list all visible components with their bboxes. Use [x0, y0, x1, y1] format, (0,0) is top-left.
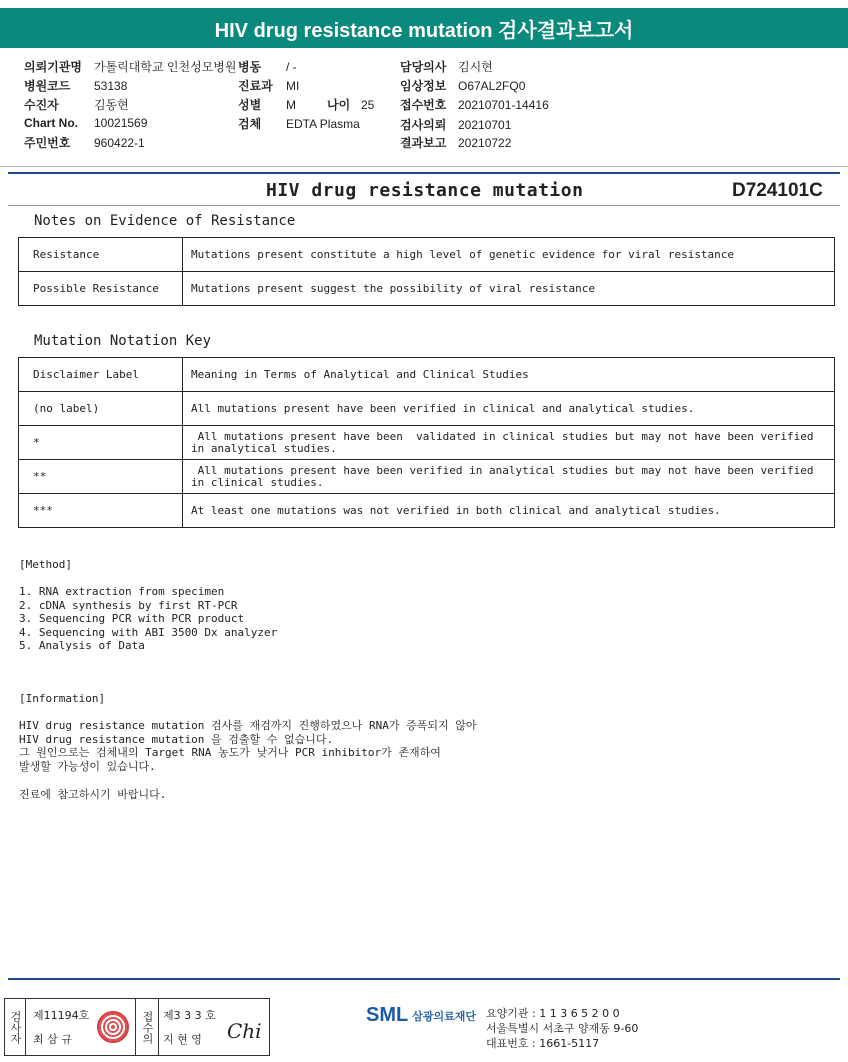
signature-mark: Chi	[227, 1019, 262, 1043]
table-cell: Mutations present constitute a high level of genetic evidence for viral resistance	[183, 238, 835, 272]
table-cell: (no label)	[19, 392, 183, 426]
table-cell: Resistance	[19, 238, 183, 272]
phone: 대표번호 : 1661-5117	[486, 1037, 600, 1050]
hospcode-field: 병원코드 53138	[24, 79, 128, 93]
table-cell: All mutations present have been verified in clinical and analytical studies.	[183, 392, 835, 426]
table-cell: Meaning in Terms of Analytical and Clinical Studies	[183, 358, 835, 392]
clinical-field: 임상정보 O67AL2FQ0	[400, 79, 526, 93]
attending-field: 담당의사 김시현	[400, 60, 493, 74]
examiner-label: 검사자	[5, 999, 26, 1055]
seal-icon	[97, 1011, 129, 1043]
sml-logo	[366, 1004, 476, 1027]
footer-info	[486, 1006, 638, 1051]
table-cell: *	[19, 426, 183, 460]
table-row	[19, 392, 835, 426]
address: 서울특별시 서초구 양재동 9-60	[486, 1022, 639, 1035]
sex-field: 성별 M	[238, 98, 296, 112]
rrn-field: 주민번호 960422-1	[24, 136, 145, 150]
patient-field: 수진자 김동현	[24, 98, 129, 112]
notation-heading: Mutation Notation Key	[34, 333, 212, 349]
ward-field: 병동 / -	[238, 60, 297, 74]
table-cell: All mutations present have been verified in analytical studies but may not have been verified in clinical studies.	[183, 460, 835, 494]
table-cell: ***	[19, 494, 183, 528]
top-rule	[8, 172, 840, 174]
table-row	[19, 494, 835, 528]
method-list: 1. RNA extraction from specimen 2. cDNA synthesis by first RT-PCR 3. Sequencing PCR with PCR product 4. Sequencing with ABI 3500 Dx analyzer 5. Analysis of Data	[19, 585, 278, 652]
patient-header	[0, 48, 848, 167]
document-code: D724101C	[732, 180, 823, 201]
table-row	[19, 426, 835, 460]
document-title: HIV drug resistance mutation	[266, 180, 584, 201]
examiner-license: 제11194호	[33, 1009, 90, 1022]
table-row	[19, 460, 835, 494]
logo-mark: SML	[366, 1004, 409, 1026]
table-cell: Mutations present suggest the possibility of viral resistance	[183, 272, 835, 306]
table-cell: Possible Resistance	[19, 272, 183, 306]
chart-field: Chart No. 10021569	[24, 116, 148, 130]
evidence-heading: Notes on Evidence of Resistance	[34, 213, 296, 229]
evidence-table	[18, 237, 835, 306]
examiner-name: 최 삼 규	[33, 1033, 72, 1046]
table-cell: **	[19, 460, 183, 494]
bottom-rule	[8, 978, 840, 980]
notation-table	[18, 357, 835, 528]
table-cell: Disclaimer Label	[19, 358, 183, 392]
receipt-field: 접수번호 20210701-14416	[400, 98, 549, 112]
report-banner: HIV drug resistance mutation 검사결과보고서	[0, 8, 848, 48]
table-row	[19, 358, 835, 392]
request-field: 검사의뢰 20210701	[400, 118, 512, 132]
receiver-label: 접수의	[135, 999, 159, 1055]
table-row	[19, 272, 835, 306]
institution-code: 요양기관 : 1 1 3 6 5 2 0 0	[486, 1007, 620, 1020]
institution-field: 의뢰기관명 가톨릭대학교 인천성모병원	[24, 60, 237, 74]
table-cell: At least one mutations was not verified in both clinical and analytical studies.	[183, 494, 835, 528]
specimen-field: 검체 EDTA Plasma	[238, 117, 360, 131]
age-field: 나이 25	[327, 98, 375, 112]
table-cell: All mutations present have been validated in clinical studies but may not have been verified in analytical studies.	[183, 426, 835, 460]
table-row	[19, 238, 835, 272]
logo-org: 삼광의료재단	[412, 1009, 476, 1023]
title-divider	[8, 205, 840, 206]
method-heading: [Method]	[19, 558, 72, 571]
receiver-license: 제3 3 3 호	[163, 1009, 216, 1022]
information-text: HIV drug resistance mutation 검사를 재검까지 진행하였으나 RNA가 증폭되지 않아 HIV drug resistance mutation 을 검출할 수 없습니다. 그 원인으로는 검체내의 Target RNA 농도가 낮거나 PCR inhibitor가 존재하여 발생할 가능성이 있습니다.	[19, 719, 477, 773]
closing-text: 진료에 참고하시기 바랍니다.	[19, 788, 167, 801]
information-heading: [Information]	[19, 692, 106, 705]
receiver-name: 지 현 영	[163, 1033, 202, 1046]
signature-box	[4, 998, 270, 1056]
dept-field: 진료과 MI	[238, 79, 300, 93]
report-date-field: 결과보고 20210722	[400, 136, 512, 150]
